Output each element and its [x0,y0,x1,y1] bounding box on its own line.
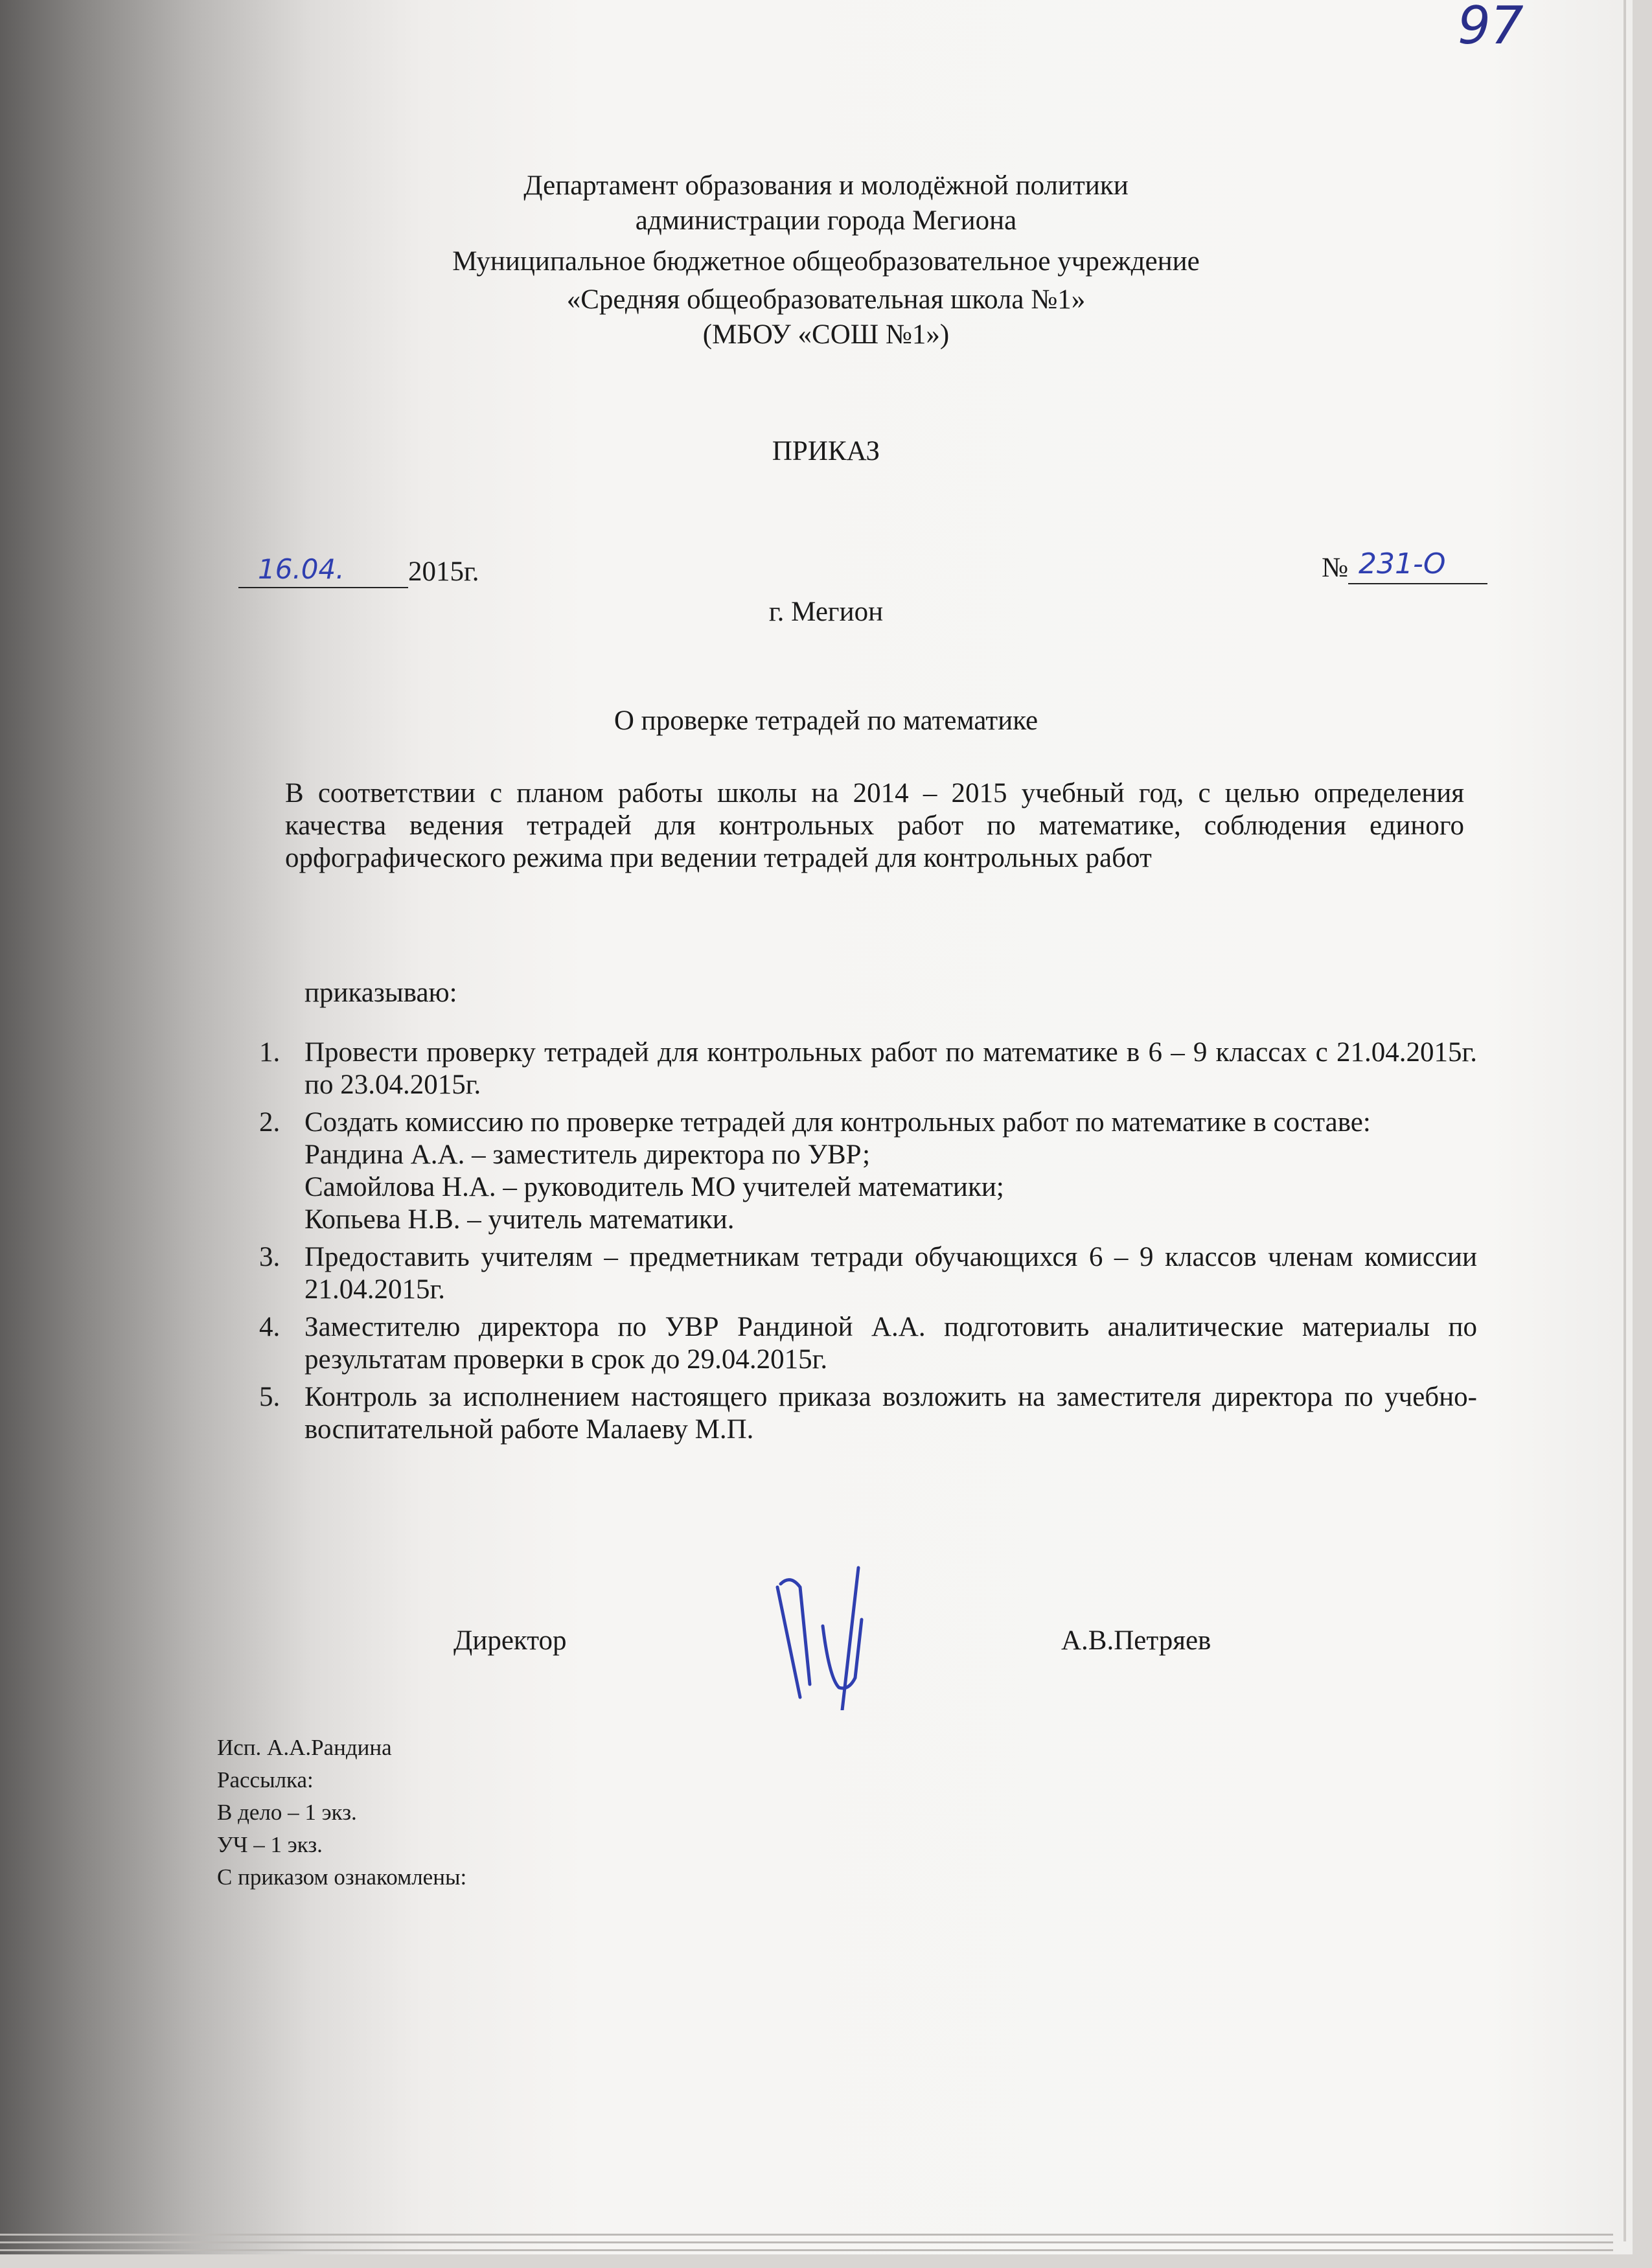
signatory-name: А.В.Петряев [1061,1625,1211,1656]
executor: Исп. А.А.Рандина [217,1735,392,1760]
list-item [259,1381,1477,1446]
city: г. Мегион [768,597,884,627]
item-text: Контроль за исполнением настоящего приказа возложить на заместителя директора по учебно-воспитательной работе Малаеву М.П. [304,1382,1477,1445]
header-line-4: «Средняя общеобразовательная школа №1» [566,284,1086,315]
list-item [259,1037,1477,1101]
acquaintance-label: С приказом ознакомлены: [217,1864,467,1890]
commission-member: Копьева Н.В. – учитель математики. [304,1204,735,1235]
distribution-copy: В дело – 1 экз. [217,1800,357,1825]
item-text: Предоставить учителям – предметникам тетради обучающихся 6 – 9 классов членам комиссии 21.04.2015г. [304,1242,1477,1305]
header-line-2: администрации города Мегиона [635,205,1017,236]
handwritten-date: 16.04. [258,553,345,585]
item-number: 2. [259,1107,281,1138]
header-line-1: Департамент образования и молодёжной политики [523,170,1129,201]
number-label: № [1322,553,1349,583]
signature-mark [764,1548,888,1710]
order-word: приказываю: [304,978,457,1008]
order-items [259,1037,1477,1446]
item-text: Создать комиссию по проверке тетрадей для контрольных работ по математике в составе: [304,1107,1371,1138]
page-edge [0,2234,1613,2236]
distribution-label: Рассылка: [217,1767,314,1793]
header-line-3: Муниципальное бюджетное общеобразовательное учреждение [452,246,1200,277]
order-year: 2015г. [408,556,479,587]
item-number: 1. [259,1037,281,1068]
list-item [259,1106,1477,1236]
item-number: 3. [259,1242,281,1272]
page-edge [0,2249,1613,2251]
signatory-position: Директор [453,1625,567,1656]
commission-member: Рандина А.А. – заместитель директора по УВР; [304,1140,871,1170]
distribution-copy: УЧ – 1 экз. [217,1832,323,1857]
item-number: 5. [259,1382,281,1412]
item-text: Заместителю директора по УВР Рандиной А.А. подготовить аналитические материалы по результатам проверки в срок до 29.04.2015г. [304,1312,1477,1375]
commission-member: Самойлова Н.А. – руководитель МО учителей математики; [304,1172,1004,1202]
document-title: О проверке тетрадей по математике [614,705,1038,736]
preamble [285,777,1464,875]
handwritten-number: 231-О [1359,547,1446,580]
item-number: 4. [259,1312,281,1342]
document-type: ПРИКАЗ [772,436,880,466]
page-edge [0,2241,1613,2243]
order-date [238,553,479,588]
item-text: Провести проверку тетрадей для контрольных работ по математике в 6 – 9 классах с 21.04.2015г. по 23.04.2015г. [304,1037,1477,1100]
order-number [1322,547,1487,584]
list-item [259,1311,1477,1376]
handwritten-page-number: 97 [1458,0,1524,56]
preamble-text: В соответствии с планом работы школы на 2014 – 2015 учебный год, с целью определения качества ведения тетрадей для контрольных работ по математике, соблюдения единого орфографического режима при ведении тетрадей для контрольных работ [285,778,1464,873]
list-item [259,1241,1477,1306]
header-line-5: (МБОУ «СОШ №1») [702,319,950,350]
